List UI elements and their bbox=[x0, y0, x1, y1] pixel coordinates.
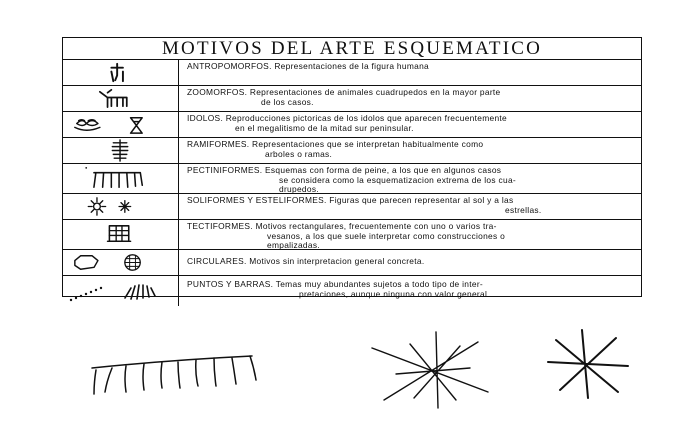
row-description bbox=[187, 257, 635, 267]
row-continuation: vesanos, a los que suele interpretar como construcciones o bbox=[267, 230, 506, 241]
table-row bbox=[63, 194, 641, 220]
table-title: MOTIVOS DEL ARTE ESQUEMATICO bbox=[63, 38, 641, 60]
icon-cell bbox=[63, 60, 179, 85]
icon-cell bbox=[63, 112, 179, 137]
motifs-table bbox=[62, 37, 642, 297]
row-label: CIRCULARES. bbox=[187, 256, 247, 266]
icon-cell bbox=[63, 250, 179, 275]
row-label: IDOLOS. bbox=[187, 113, 224, 123]
row-text: Reproducciones pictoricas de los idolos que aparecen frecuentemente bbox=[223, 113, 507, 123]
idol-icon bbox=[63, 112, 179, 137]
star-drawing bbox=[548, 330, 628, 398]
row-label: RAMIFORMES. bbox=[187, 139, 250, 149]
row-continuation: en el megalitismo de la mitad sur peninsular. bbox=[235, 122, 414, 133]
row-text: Motivos sin interpretacion general concreta. bbox=[246, 256, 425, 266]
sun-drawing bbox=[372, 332, 488, 408]
ramiform-icon bbox=[63, 138, 179, 163]
icon-cell bbox=[63, 164, 179, 193]
row-description bbox=[187, 62, 635, 72]
icon-cell bbox=[63, 138, 179, 163]
table-row bbox=[63, 164, 641, 194]
row-text: Temas muy abundantes sujetos a todo tipo de inter- bbox=[273, 279, 484, 289]
row-label: PECTINIFORMES. bbox=[187, 165, 263, 175]
hand-drawn-motifs bbox=[0, 300, 700, 447]
circular-icon bbox=[63, 250, 179, 275]
pectiniform-icon bbox=[63, 164, 179, 193]
row-continuation: estrellas. bbox=[505, 204, 542, 215]
row-label: TECTIFORMES. bbox=[187, 221, 253, 231]
table-row bbox=[63, 138, 641, 164]
row-text: Representaciones que se interpretan habitualmente como bbox=[249, 139, 484, 149]
row-text: Figuras que parecen representar al sol y a las bbox=[326, 195, 514, 205]
row-continuation: drupedos. bbox=[279, 184, 319, 194]
row-description bbox=[187, 280, 635, 299]
row-label: ANTROPOMORFOS. bbox=[187, 61, 272, 71]
row-continuation: arboles o ramas. bbox=[265, 148, 333, 159]
table-row bbox=[63, 86, 641, 112]
table-row bbox=[63, 112, 641, 138]
tectiform-icon bbox=[63, 220, 179, 249]
zoomorph-icon bbox=[63, 86, 179, 111]
icon-cell bbox=[63, 194, 179, 219]
row-label: ZOOMORFOS. bbox=[187, 87, 248, 97]
row-description bbox=[187, 222, 635, 251]
row-text: Representaciones de animales cuadrupedos en la mayor parte bbox=[247, 87, 501, 97]
row-description bbox=[187, 166, 635, 195]
icon-cell bbox=[63, 220, 179, 249]
row-text: Motivos rectangulares, frecuentemente con uno o varios tra- bbox=[252, 221, 497, 231]
anthropomorph-icon bbox=[63, 60, 179, 85]
row-continuation: de los casos. bbox=[261, 96, 314, 107]
row-label: PUNTOS Y BARRAS. bbox=[187, 279, 274, 289]
row-text: Representaciones de la figura humana bbox=[271, 61, 429, 71]
row-continuation: empalizadas. bbox=[267, 240, 320, 250]
row-description bbox=[187, 114, 635, 133]
row-label: SOLIFORMES Y ESTELIFORMES. bbox=[187, 195, 327, 205]
row-description bbox=[187, 196, 635, 215]
row-description bbox=[187, 88, 635, 107]
icon-cell bbox=[63, 86, 179, 111]
row-text: Esquemas con forma de peine, a los que en algunos casos bbox=[262, 165, 502, 175]
table-row bbox=[63, 60, 641, 86]
soliform-icon bbox=[63, 194, 179, 219]
row-description bbox=[187, 140, 635, 159]
row-continuation: pretaciones, aunque ninguna con valor general. bbox=[299, 288, 490, 299]
table-row bbox=[63, 220, 641, 250]
row-continuation: se considera como la esquematizacion extrema de los cua- bbox=[279, 174, 516, 185]
table-row bbox=[63, 250, 641, 276]
comb-drawing bbox=[92, 356, 256, 394]
